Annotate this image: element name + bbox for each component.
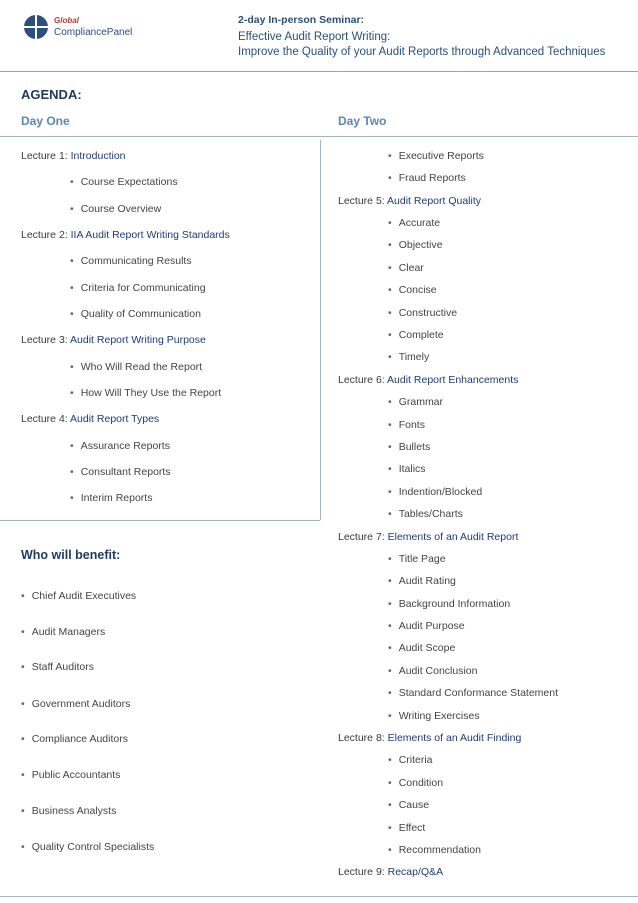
list-item: • Fonts <box>388 419 425 431</box>
list-item: • Quality of Communication <box>70 308 201 320</box>
list-item: • Who Will Read the Report <box>70 361 202 373</box>
list-item: • Condition <box>388 777 443 789</box>
list-item: • Italics <box>388 463 426 475</box>
list-item: • Quality Control Specialists <box>21 841 154 853</box>
list-item: • How Will They Use the Report <box>70 387 221 399</box>
footer-divider <box>0 896 638 897</box>
list-item: • Audit Managers <box>21 626 105 638</box>
list-item: • Fraud Reports <box>388 172 466 184</box>
lecture-6: Lecture 6: Audit Report Enhancements <box>338 374 519 386</box>
list-item: • Course Overview <box>70 203 161 215</box>
list-item: • Bullets <box>388 441 430 453</box>
lecture-1: Lecture 1: Introduction <box>21 150 126 162</box>
lecture-5: Lecture 5: Audit Report Quality <box>338 195 482 207</box>
seminar-title <box>238 30 605 60</box>
logo-name-text: CompliancePanel <box>54 27 133 38</box>
list-item: • Clear <box>388 262 424 274</box>
list-item: • Accurate <box>388 217 440 229</box>
lecture-4: Lecture 4: Audit Report Types <box>21 413 160 425</box>
list-item: • Consultant Reports <box>70 466 171 478</box>
list-item: • Cause <box>388 799 429 811</box>
list-item: • Effect <box>388 822 425 834</box>
day-one-heading: Day One <box>21 114 70 128</box>
list-item: • Staff Auditors <box>21 661 94 673</box>
globe-icon <box>24 15 48 39</box>
lecture-7: Lecture 7: Elements of an Audit Report <box>338 531 519 543</box>
seminar-title-line1: Effective Audit Report Writing: <box>238 31 391 43</box>
list-item: • Audit Rating <box>388 575 456 587</box>
list-item: • Course Expectations <box>70 176 178 188</box>
column-divider <box>320 140 321 520</box>
list-item: • Criteria <box>388 754 433 766</box>
list-item: • Objective <box>388 239 442 251</box>
benefit-heading: Who will benefit: <box>21 548 121 562</box>
list-item: • Audit Conclusion <box>388 665 477 677</box>
list-item: • Indention/Blocked <box>388 486 482 498</box>
list-item: • Complete <box>388 329 444 341</box>
list-item: • Audit Scope <box>388 642 455 654</box>
list-item: • Assurance Reports <box>70 440 170 452</box>
lecture-8: Lecture 8: Elements of an Audit Finding <box>338 732 522 744</box>
list-item: • Public Accountants <box>21 769 120 781</box>
seminar-title-line2: Improve the Quality of your Audit Reports through Advanced Techniques <box>238 46 606 58</box>
list-item: • Timely <box>388 351 429 363</box>
list-item: • Compliance Auditors <box>21 733 128 745</box>
logo-global-text: Global <box>54 16 79 25</box>
lecture-2: Lecture 2: IIA Audit Report Writing Standards <box>21 229 230 241</box>
lecture-3: Lecture 3: Audit Report Writing Purpose <box>21 334 206 346</box>
logo <box>18 12 136 44</box>
list-item: • Standard Conformance Statement <box>388 687 558 699</box>
list-item: • Audit Purpose <box>388 620 465 632</box>
list-item: • Concise <box>388 284 437 296</box>
list-item: • Executive Reports <box>388 150 484 162</box>
day-two-heading: Day Two <box>338 114 387 128</box>
list-item: • Interim Reports <box>70 492 152 504</box>
list-item: • Business Analysts <box>21 805 116 817</box>
header-divider <box>0 71 638 72</box>
seminar-subtitle: 2-day In-person Seminar: <box>238 14 365 26</box>
list-item: • Tables/Charts <box>388 508 463 520</box>
agenda-heading: AGENDA: <box>21 87 82 102</box>
day-header-divider <box>0 136 638 137</box>
list-item: • Communicating Results <box>70 255 192 267</box>
list-item: • Chief Audit Executives <box>21 590 136 602</box>
list-item: • Title Page <box>388 553 446 565</box>
lecture-9: Lecture 9: Recap/Q&A <box>338 866 444 878</box>
list-item: • Constructive <box>388 307 457 319</box>
benefit-divider <box>0 520 320 521</box>
list-item: • Background Information <box>388 598 510 610</box>
list-item: • Recommendation <box>388 844 481 856</box>
list-item: • Grammar <box>388 396 443 408</box>
list-item: • Government Auditors <box>21 698 130 710</box>
list-item: • Criteria for Communicating <box>70 282 206 294</box>
list-item: • Writing Exercises <box>388 710 480 722</box>
